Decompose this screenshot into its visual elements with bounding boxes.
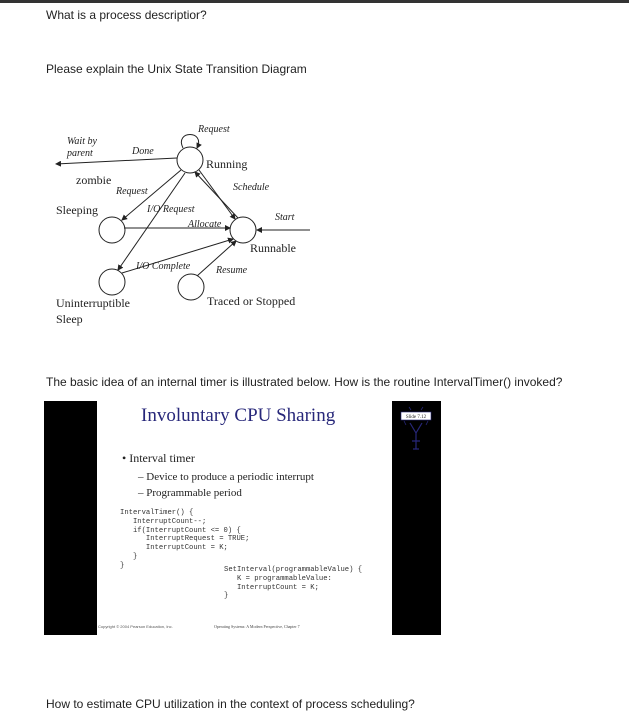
label-uninterruptible: Uninterruptible bbox=[56, 296, 130, 310]
label-allocate: Allocate bbox=[188, 219, 222, 230]
label-request: Request bbox=[198, 124, 230, 135]
schedule-arrow bbox=[199, 170, 235, 219]
request-loop-arrow bbox=[181, 135, 198, 149]
code-interval-timer: IntervalTimer() { InterruptCount--; if(InterruptCount <= 0) { InterruptRequest = TRUE; InterruptCount = K; } } bbox=[120, 509, 250, 570]
label-zombie: zombie bbox=[76, 173, 112, 187]
question-cpu-utilization: How to estimate CPU utilization in the context of process scheduling? bbox=[46, 697, 415, 711]
slide-footer-copyright: Copyright © 2004 Pearson Education, Inc. bbox=[98, 624, 173, 629]
uninterruptible-state-circle bbox=[99, 269, 125, 295]
runnable-state-circle bbox=[230, 217, 256, 243]
label-resume: Resume bbox=[216, 265, 248, 276]
slide-title: Involuntary CPU Sharing bbox=[141, 405, 336, 426]
sub-bullet-programmable-period: – Programmable period bbox=[138, 487, 242, 499]
runnable-to-running-arrow bbox=[195, 172, 238, 218]
label-start: Start bbox=[275, 212, 295, 223]
label-sleeping: Sleeping bbox=[56, 203, 98, 217]
sub-bullet-periodic-interrupt: – Device to produce a periodic interrupt bbox=[138, 471, 314, 483]
question-state-diagram: Please explain the Unix State Transition Diagram bbox=[46, 62, 307, 76]
label-request-2: Request bbox=[116, 186, 148, 197]
question-interval-timer: The basic idea of an internal timer is illustrated below. How is the routine IntervalTimer() invoked? bbox=[46, 375, 563, 389]
slide-left-black-bar bbox=[44, 401, 97, 635]
slide-number-text: Slide 7.12 bbox=[405, 415, 427, 420]
code-set-interval: SetInterval(programmableValue) { K = programmableValue: InterruptCount = K; } bbox=[224, 566, 363, 601]
top-border bbox=[0, 0, 629, 3]
label-traced-stopped: Traced or Stopped bbox=[207, 294, 296, 308]
running-state-circle bbox=[177, 147, 203, 173]
label-io-complete: I/O Complete bbox=[136, 261, 191, 272]
slide-number-badge bbox=[400, 403, 432, 451]
traced-state-circle bbox=[178, 274, 204, 300]
bullet-interval-timer-text: Interval timer bbox=[129, 451, 195, 465]
slide-footer-book: Operating Systems: A Modern Perspective, Chapter 7 bbox=[214, 624, 300, 629]
label-runnable: Runnable bbox=[250, 241, 296, 255]
unix-state-transition-diagram bbox=[40, 112, 310, 327]
label-sleep: Sleep bbox=[56, 312, 83, 326]
label-done: Done bbox=[132, 146, 154, 157]
label-io-request: I/O Request bbox=[147, 204, 195, 215]
sleeping-state-circle bbox=[99, 217, 125, 243]
question-process-descriptor: What is a process descriptior? bbox=[46, 8, 207, 22]
label-running: Running bbox=[206, 157, 248, 171]
slide-involuntary-cpu-sharing bbox=[44, 401, 441, 635]
label-parent: parent bbox=[67, 148, 93, 159]
label-schedule: Schedule bbox=[233, 182, 270, 193]
bullet-interval-timer: • Interval timer bbox=[122, 451, 195, 465]
label-wait-by: Wait by bbox=[67, 136, 97, 147]
